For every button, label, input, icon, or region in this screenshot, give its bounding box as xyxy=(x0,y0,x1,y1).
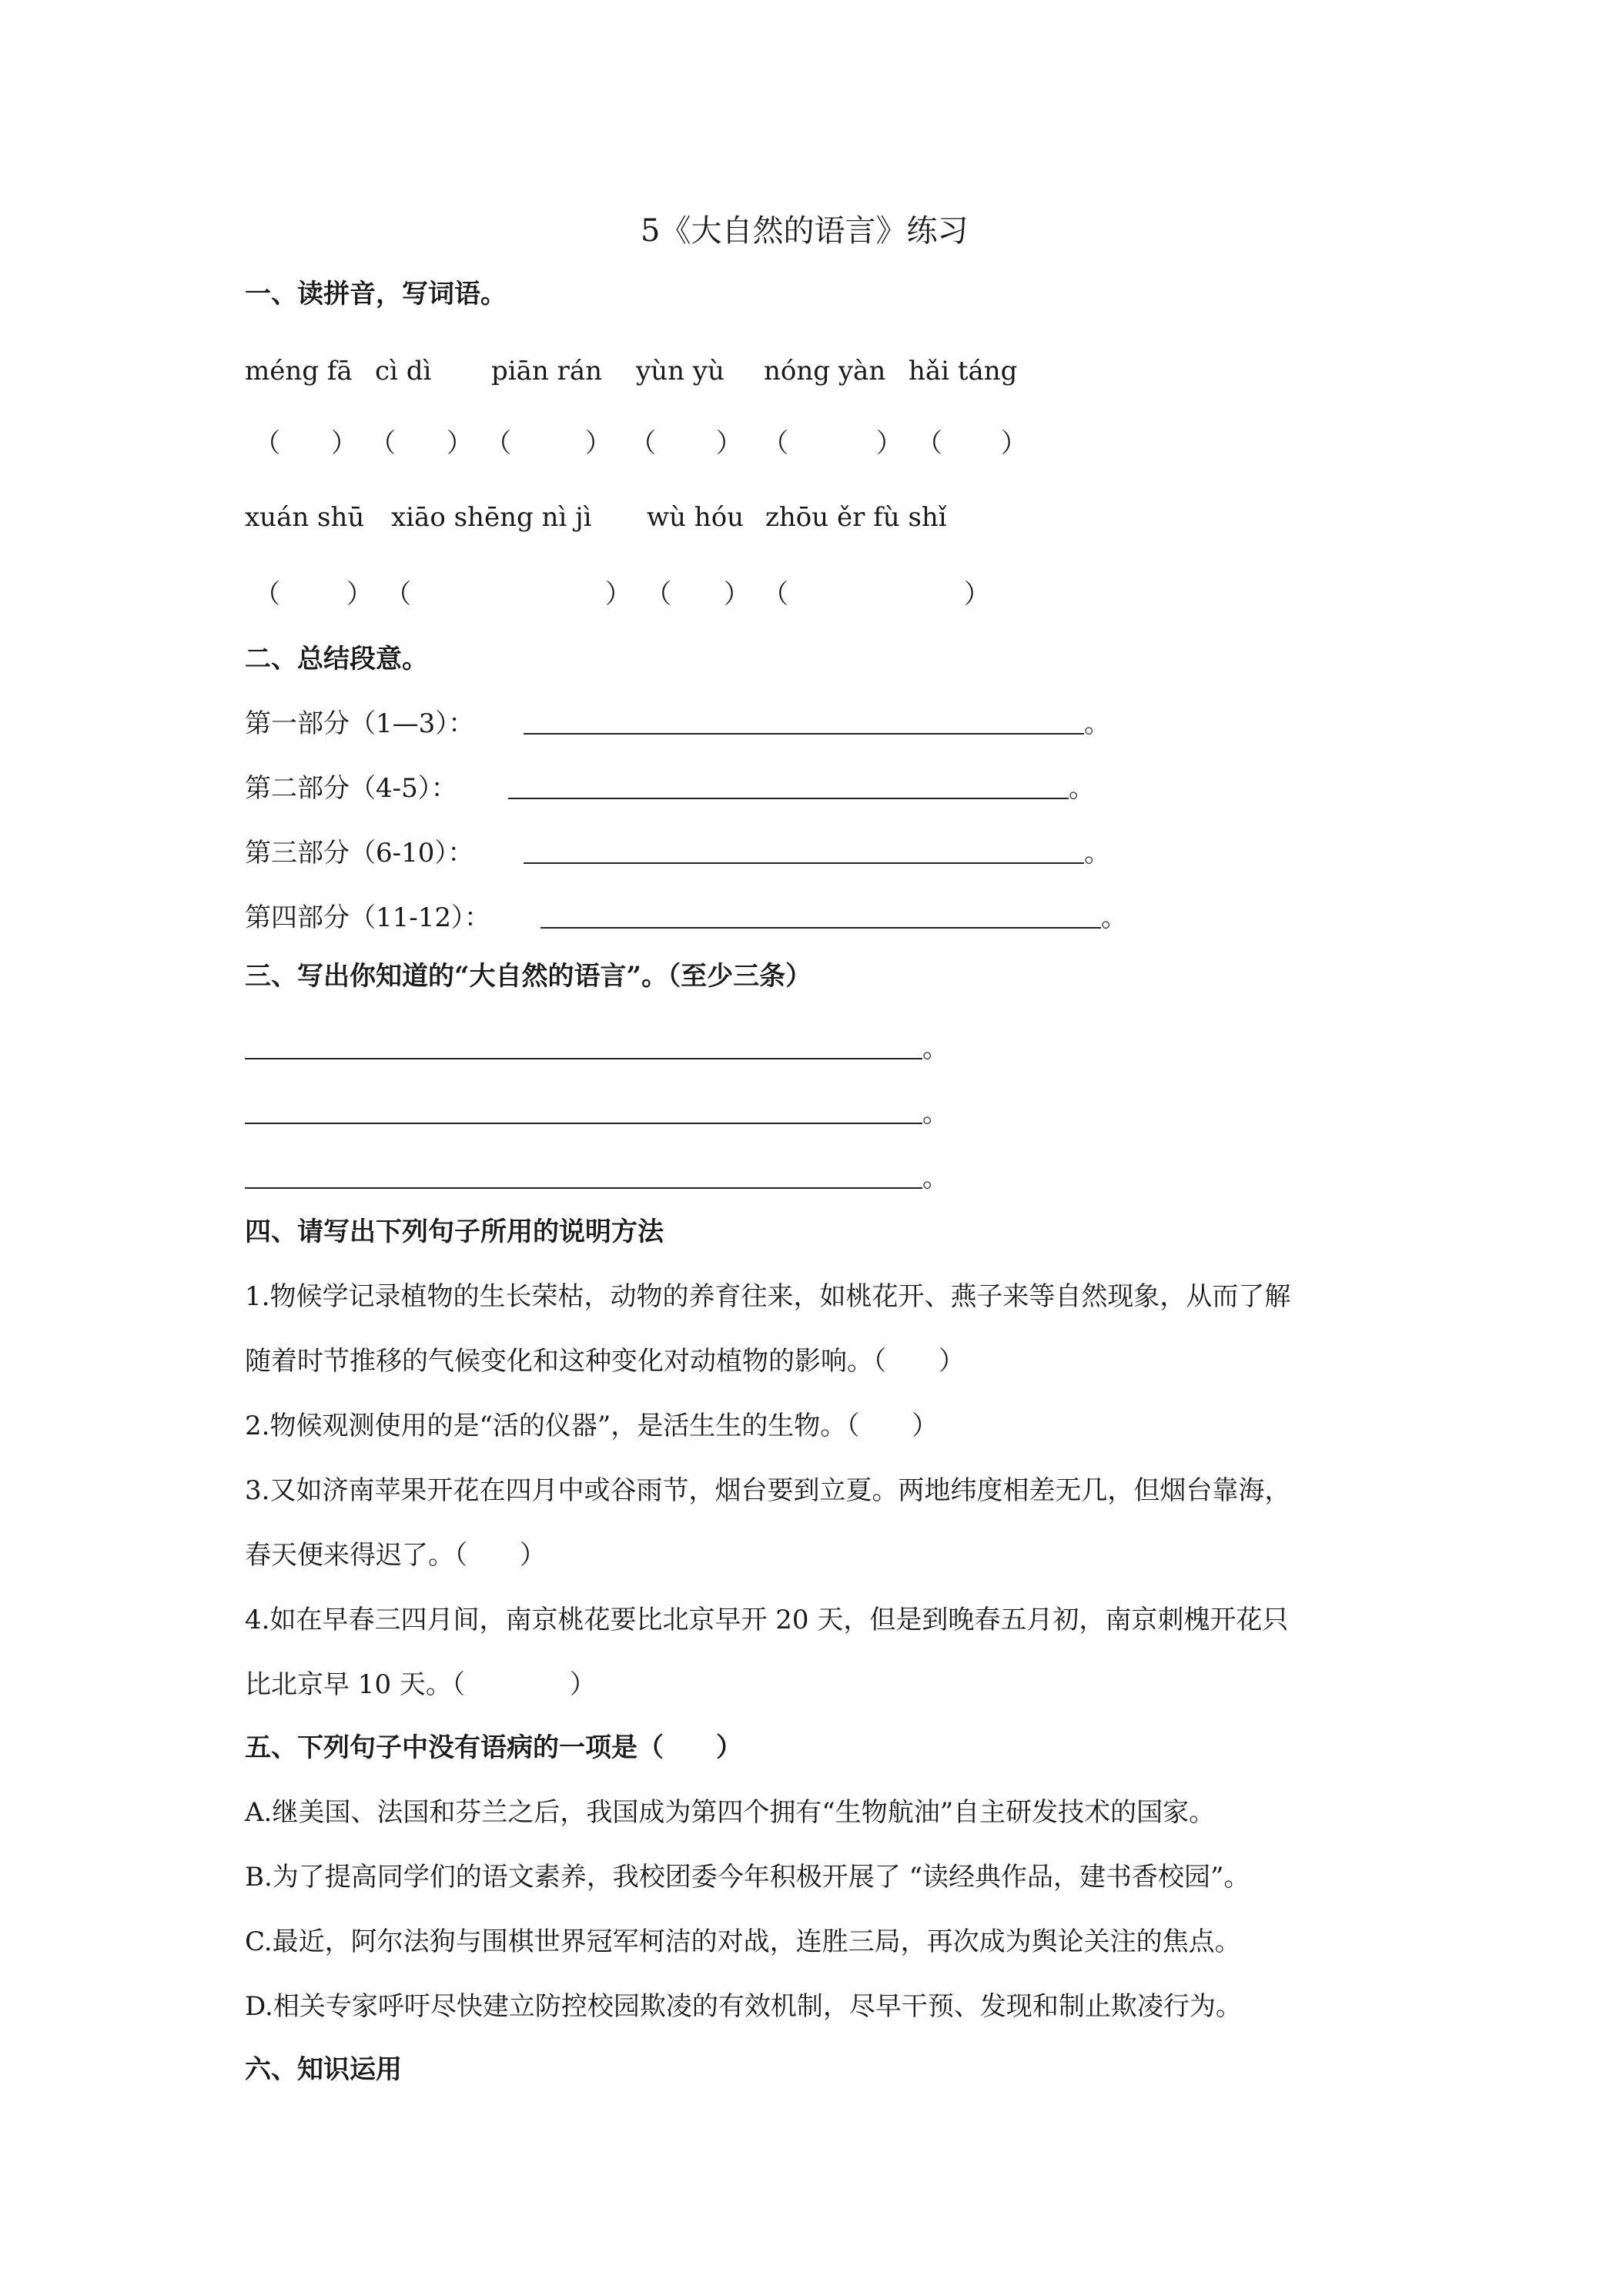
nature-language-line-3[interactable] xyxy=(245,1187,922,1189)
answer-blank-close: ） xyxy=(346,579,373,610)
part1-label: 第一部分（1—3）： xyxy=(245,708,475,739)
answer-blank-close: ） xyxy=(724,579,750,610)
answer-blank-open: （ xyxy=(385,579,411,610)
part2-answer-line[interactable] xyxy=(508,798,1069,799)
pinyin-zhou-er-fu-shi: zhōu ěr fù shǐ xyxy=(765,502,947,533)
part4-label: 第四部分（11-12）： xyxy=(245,902,491,933)
section6-heading: 六、知识运用 xyxy=(245,2054,402,2085)
pinyin-wu-hou: wù hóu xyxy=(647,502,745,533)
answer-blank-close: ） xyxy=(876,428,902,459)
pinyin-ci-di: cì dì xyxy=(375,356,432,387)
pinyin-hai-tang: hǎi táng xyxy=(909,356,1018,387)
page-title: 5《大自然的语言》练习 xyxy=(641,213,969,249)
answer-blank-close: ） xyxy=(964,579,990,610)
pinyin-xuan-shu: xuán shū xyxy=(245,502,365,533)
answer-blank-open: （ xyxy=(630,428,656,459)
answer-blank-close: ） xyxy=(447,428,473,459)
section3-heading: 三、写出你知道的“大自然的语言”。（至少三条） xyxy=(245,961,812,992)
pinyin-yun-yu: yùn yù xyxy=(636,356,724,387)
pinyin-pian-ran: piān rán xyxy=(491,356,603,387)
answer-blank-open: （ xyxy=(762,428,788,459)
part3-label: 第三部分（6-10）： xyxy=(245,838,474,869)
section2-heading: 二、总结段意。 xyxy=(245,644,428,674)
option-d[interactable]: D.相关专家呼吁尽快建立防控校园欺凌的有效机制，尽早干预、发现和制止欺凌行为。 xyxy=(245,1991,1242,2022)
end-mark: 。 xyxy=(1084,838,1110,869)
nature-language-line-2[interactable] xyxy=(245,1123,922,1124)
question-line: 4.如在早春三四月间，南京桃花要比北京早开 20 天，但是到晚春五月初，南京刺槐开花只 xyxy=(245,1605,1289,1635)
answer-blank-open: （ xyxy=(370,428,396,459)
option-a[interactable]: A.继美国、法国和芬兰之后，我国成为第四个拥有“生物航油”自主研发技术的国家。 xyxy=(245,1797,1216,1828)
part2-label: 第二部分（4-5）： xyxy=(245,773,457,804)
part3-answer-line[interactable] xyxy=(524,862,1084,864)
answer-blank-open: （ xyxy=(762,579,788,610)
end-mark: 。 xyxy=(1084,708,1110,739)
question-line: 比北京早 10 天。（ ） xyxy=(245,1669,596,1700)
end-mark: 。 xyxy=(1069,773,1095,804)
question-line: 随着时节推移的气候变化和这种变化对动植物的影响。（ ） xyxy=(245,1346,965,1377)
section1-heading: 一、读拼音，写词语。 xyxy=(245,279,507,310)
answer-blank-open: （ xyxy=(254,579,280,610)
end-mark: 。 xyxy=(922,1033,949,1064)
end-mark: 。 xyxy=(922,1163,949,1193)
end-mark: 。 xyxy=(1101,902,1127,933)
answer-blank-close: ） xyxy=(1001,428,1027,459)
answer-blank-open: （ xyxy=(645,579,671,610)
answer-blank-close: ） xyxy=(585,428,611,459)
answer-blank-open: （ xyxy=(254,428,280,459)
section4-heading: 四、请写出下列句子所用的说明方法 xyxy=(245,1217,664,1247)
end-mark: 。 xyxy=(922,1098,949,1129)
pinyin-meng-fa: méng fā xyxy=(245,356,353,387)
answer-blank-close: ） xyxy=(605,579,631,610)
nature-language-line-1[interactable] xyxy=(245,1058,922,1059)
answer-blank-open: （ xyxy=(916,428,942,459)
option-c[interactable]: C.最近，阿尔法狗与围棋世界冠军柯洁的对战，连胜三局，再次成为舆论关注的焦点。 xyxy=(245,1926,1241,1957)
answer-blank-close: ） xyxy=(716,428,742,459)
pinyin-xiao-sheng-ni-ji: xiāo shēng nì jì xyxy=(391,502,592,533)
part1-answer-line[interactable] xyxy=(524,733,1084,735)
question-line: 1.物候学记录植物的生长荣枯，动物的养育往来，如桃花开、燕子来等自然现象，从而了解 xyxy=(245,1281,1291,1312)
question-line: 春天便来得迟了。（ ） xyxy=(245,1540,546,1571)
question-line: 2.物候观测使用的是“活的仪器”，是活生生的生物。（ ） xyxy=(245,1411,939,1441)
section5-heading: 五、下列句子中没有语病的一项是（ ） xyxy=(245,1732,742,1763)
answer-blank-open: （ xyxy=(485,428,511,459)
option-b[interactable]: B.为了提高同学们的语文素养，我校团委今年积极开展了 “读经典作品，建书香校园”。 xyxy=(245,1862,1250,1893)
question-line: 3.又如济南苹果开花在四月中或谷雨节，烟台要到立夏。两地纬度相差无几，但烟台靠海， xyxy=(245,1475,1291,1506)
pinyin-nong-yan: nóng yàn xyxy=(764,356,886,387)
answer-blank-close: ） xyxy=(331,428,357,459)
part4-answer-line[interactable] xyxy=(540,927,1101,929)
